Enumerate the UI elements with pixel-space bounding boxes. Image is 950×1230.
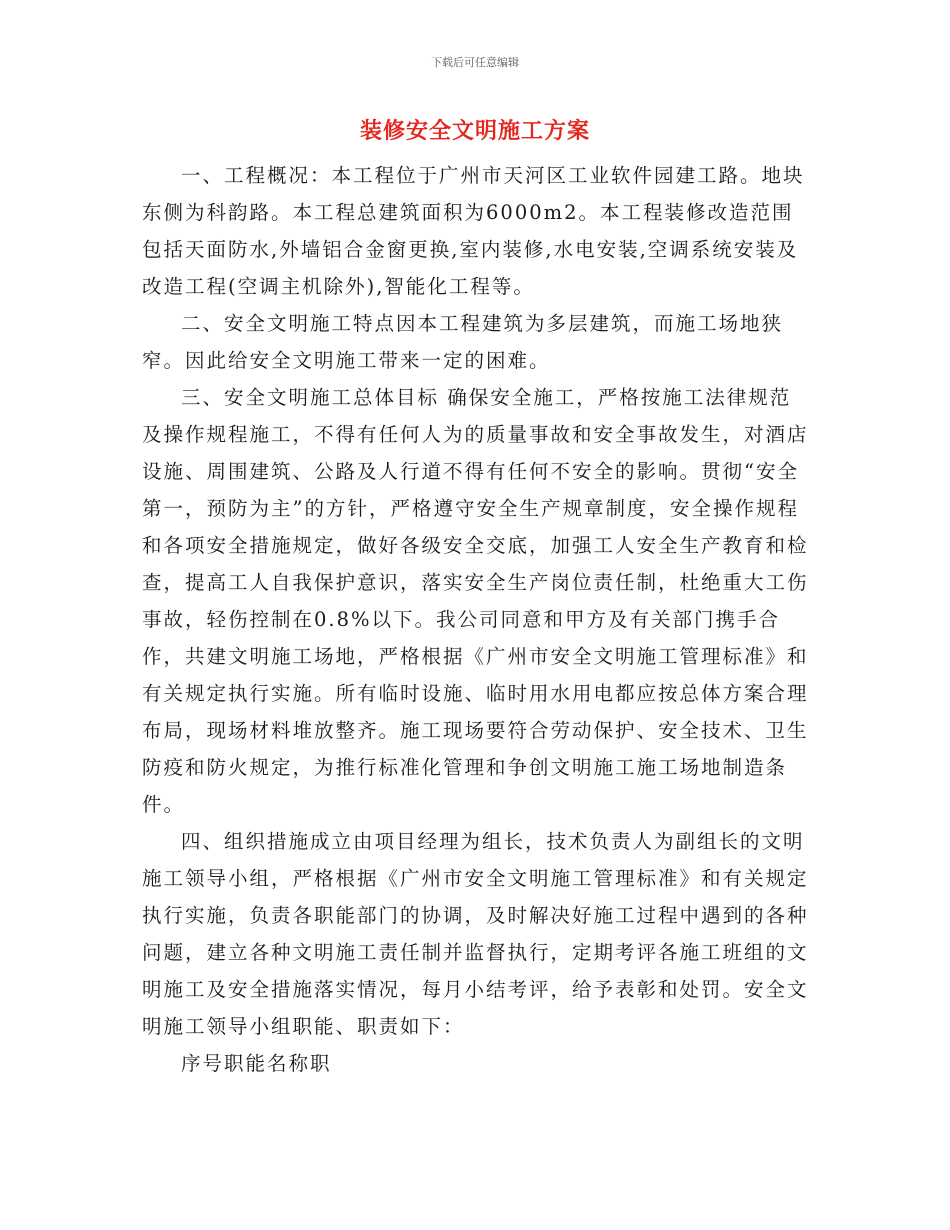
paragraph-overall-goals: 三、安全文明施工总体目标 确保安全施工，严格按施工法律规范及操作规程施工，不得有任何人为的质量事故和安全事故发生，对酒店设施、周围建筑、公路及人行道不得有任何不安全的影响。贯彻“安全第一，预防为主”的方针，严格遵守安全生产规章制度，安全操作规程和各项安全措施规定，做好各级安全交底，加强工人安全生产教育和检查，提高工人自我保护意识，落实安全生产岗位责任制，杜绝重大工伤事故，轻伤控制在0.8%以下。我公司同意和甲方及有关部门携手合作，共建文明施工场地，严格根据《广州市安全文明施工管理标准》和有关规定执行实施。所有临时设施、临时用水用电都应按总体方案合理布局，现场材料堆放整齐。施工现场要符合劳动保护、安全技术、卫生防疫和防火规定，为推行标准化管理和争创文明施工施工场地制造条件。 [142,386,809,816]
paragraph-project-overview: 一、工程概况：本工程位于广州市天河区工业软件园建工路。地块东侧为科韵路。本工程总建筑面积为6000m2。本工程装修改造范围包括天面防水,外墙铝合金窗更换,室内装修,水电安装,空调系统安装及改造工程(空调主机除外),智能化工程等。 [142,164,805,298]
paragraph-table-heading: 序号职能名称职 [181,1052,332,1075]
document-title: 装修安全文明施工方案 [359,119,590,144]
page-header-note: 下载后可任意编辑 [431,56,519,69]
paragraph-construction-features: 二、安全文明施工特点因本工程建筑为多层建筑，而施工场地狭窄。因此给安全文明施工带来一定的困难。 [142,312,784,372]
document-body [142,157,812,1082]
paragraph-organization-measures: 四、组织措施成立由项目经理为组长，技术负责人为副组长的文明施工领导小组，严格根据《广州市安全文明施工管理标准》和有关规定执行实施，负责各职能部门的协调，及时解决好施工过程中遇到的各种问题，建立各种文明施工责任制并监督执行，定期考评各施工班组的文明施工及安全措施落实情况，每月小结考评，给予表彰和处罚。安全文明施工领导小组职能、职责如下： [142,830,809,1038]
